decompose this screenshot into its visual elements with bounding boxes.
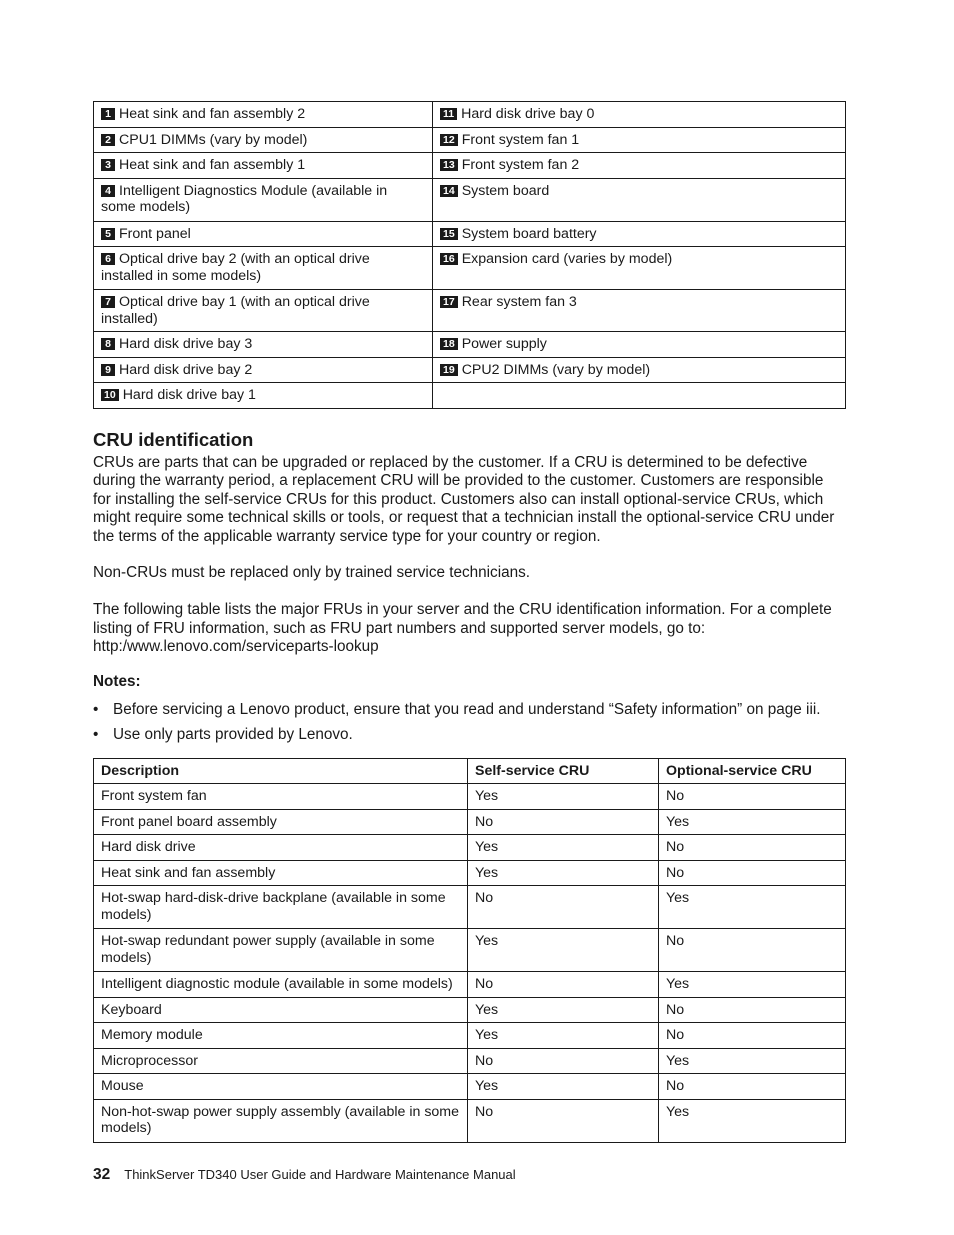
callout-label: System board (461, 182, 550, 199)
callout-number-badge: 9 (101, 364, 115, 376)
cru-row (94, 972, 846, 998)
callout-label: Heat sink and fan assembly 2 (119, 106, 306, 122)
callout-number-badge: 3 (101, 159, 115, 171)
cru-self-service: Yes (468, 1074, 659, 1100)
bullet-icon: • (93, 700, 99, 718)
callout-cell (433, 221, 846, 247)
cru-self-service: No (468, 1048, 659, 1074)
callout-label: Optical drive bay 2 (with an optical drive installed in some models) (101, 251, 370, 284)
cru-row (94, 1074, 846, 1100)
callout-label: CPU1 DIMMs (vary by model) (119, 131, 308, 148)
callout-number-badge: 13 (440, 159, 458, 171)
callout-row (94, 221, 846, 247)
cru-description: Hard disk drive (94, 835, 468, 861)
callout-row (94, 102, 846, 128)
cru-row (94, 835, 846, 861)
callout-row (94, 383, 846, 409)
cru-row (94, 929, 846, 972)
callout-label: Intelligent Diagnostics Module (available in some models) (101, 182, 388, 215)
notes-list (93, 701, 845, 744)
callout-cell (433, 332, 846, 358)
cru-optional-service: No (659, 860, 846, 886)
callout-cell (94, 332, 433, 358)
cru-description: Front system fan (94, 784, 468, 810)
callout-cell (433, 127, 846, 153)
callout-cell (94, 290, 433, 332)
cru-row (94, 784, 846, 810)
callout-label: System board battery (461, 225, 597, 242)
cru-self-service: Yes (468, 860, 659, 886)
callout-row (94, 178, 846, 221)
callout-label: Hard disk drive bay 3 (119, 336, 253, 352)
callout-row (94, 127, 846, 153)
callout-label: Hard disk drive bay 1 (122, 387, 256, 403)
cru-table (93, 758, 846, 1143)
cru-optional-service: Yes (659, 972, 846, 998)
cru-optional-service: No (659, 1023, 846, 1049)
callout-number-badge: 6 (101, 253, 115, 265)
callout-number-badge: 18 (440, 338, 458, 350)
cru-description: Intelligent diagnostic module (available in some models) (94, 972, 468, 998)
callout-cell (433, 178, 846, 221)
callout-label: Front system fan 2 (461, 157, 580, 173)
callout-number-badge: 4 (101, 185, 115, 197)
callout-cell (94, 127, 433, 153)
callout-cell (94, 178, 433, 221)
cru-self-service: No (468, 972, 659, 998)
callout-cell (94, 102, 433, 128)
cru-description: Mouse (94, 1074, 468, 1100)
callout-number-badge: 10 (101, 389, 119, 401)
notes-title: Notes: (93, 672, 141, 690)
callout-cell (433, 357, 846, 383)
cru-description: Heat sink and fan assembly (94, 860, 468, 886)
cru-row (94, 1048, 846, 1074)
callout-cell (433, 247, 846, 290)
callout-label: Front panel (119, 225, 191, 242)
callout-number-badge: 19 (440, 364, 458, 376)
cru-optional-service: No (659, 929, 846, 972)
fru-paragraph-text: The following table lists the major FRUs in your server and the CRU identification information. For a complete listing of FRU information, such as FRU part numbers and supported server models, go to: (93, 601, 832, 637)
cru-self-service: Yes (468, 784, 659, 810)
cru-row (94, 1099, 846, 1142)
cru-optional-service: No (659, 835, 846, 861)
cru-description: Hot-swap hard-disk-drive backplane (available in some models) (94, 886, 468, 929)
cru-optional-service: No (659, 997, 846, 1023)
callout-number-badge: 17 (440, 296, 458, 308)
cru-row (94, 997, 846, 1023)
callout-number-badge: 8 (101, 338, 115, 350)
section-heading: CRU identification (93, 428, 254, 450)
callout-cell (94, 221, 433, 247)
cru-description: Memory module (94, 1023, 468, 1049)
page-footer (93, 1166, 516, 1184)
cru-self-service: Yes (468, 1023, 659, 1049)
callout-row (94, 357, 846, 383)
callout-label: Front system fan 1 (461, 131, 580, 148)
page-content (93, 101, 845, 1143)
cru-row (94, 886, 846, 929)
callout-row (94, 332, 846, 358)
callout-label: CPU2 DIMMs (vary by model) (461, 361, 651, 378)
cru-optional-service: Yes (659, 1048, 846, 1074)
header-description: Description (94, 758, 468, 784)
callout-row (94, 247, 846, 290)
callout-cell (433, 383, 846, 409)
callout-label: Hard disk drive bay 2 (119, 361, 253, 378)
cru-self-service: Yes (468, 929, 659, 972)
non-cru-paragraph: Non-CRUs must be replaced only by trained service technicians. (93, 564, 531, 582)
intro-paragraph: CRUs are parts that can be upgraded or replaced by the customer. If a CRU is determined to be defective during the warranty period, a replacement CRU will be provided to the customer. Customers are responsible for installing the self-service CRUs for this product. Customers also can install optional-service CRUs, which might require some technical skills or tools, or request that a technician install the optional-service CRU under the terms of the applicable warranty service type for your country or region. (93, 453, 835, 545)
cru-self-service: No (468, 886, 659, 929)
cru-optional-service: No (659, 784, 846, 810)
header-optional-service: Optional-service CRU (659, 758, 846, 784)
serviceparts-link[interactable]: http:/www.lenovo.com/serviceparts-lookup (93, 638, 379, 656)
cru-optional-service: No (659, 1074, 846, 1100)
header-self-service: Self-service CRU (468, 758, 659, 784)
cru-description: Non-hot-swap power supply assembly (available in some models) (94, 1099, 468, 1142)
callout-number-badge: 12 (440, 134, 458, 146)
cru-description: Microprocessor (94, 1048, 468, 1074)
cru-self-service: No (468, 809, 659, 835)
callout-number-badge: 16 (440, 253, 458, 265)
callout-number-badge: 7 (101, 296, 115, 308)
note-item (93, 701, 845, 719)
cru-self-service: Yes (468, 835, 659, 861)
footer-title: ThinkServer TD340 User Guide and Hardware Maintenance Manual (124, 1167, 516, 1182)
cru-row (94, 1023, 846, 1049)
fru-paragraph (93, 601, 845, 657)
callout-label: Hard disk drive bay 0 (461, 106, 595, 122)
callout-label: Expansion card (varies by model) (461, 251, 673, 267)
callout-number-badge: 5 (101, 228, 115, 240)
cru-self-service: No (468, 1099, 659, 1142)
cru-row (94, 860, 846, 886)
cru-optional-service: Yes (659, 886, 846, 929)
callout-row (94, 290, 846, 332)
callout-number-badge: 15 (440, 228, 458, 240)
cru-description: Front panel board assembly (94, 809, 468, 835)
callout-label: Optical drive bay 1 (with an optical drive installed) (101, 294, 370, 327)
callout-number-badge: 2 (101, 134, 115, 146)
callout-number-badge: 11 (440, 108, 457, 120)
callout-cell (94, 247, 433, 290)
cru-description: Hot-swap redundant power supply (available in some models) (94, 929, 468, 972)
cru-description: Keyboard (94, 997, 468, 1023)
cru-self-service: Yes (468, 997, 659, 1023)
callout-number-badge: 14 (440, 185, 458, 197)
callout-label: Rear system fan 3 (461, 294, 577, 310)
bullet-icon: • (93, 725, 99, 743)
note-text: Before servicing a Lenovo product, ensure that you read and understand “Safety information” on page iii. (113, 700, 821, 718)
callout-label: Power supply (461, 336, 547, 352)
cru-optional-service: Yes (659, 1099, 846, 1142)
callout-cell (94, 357, 433, 383)
cru-optional-service: Yes (659, 809, 846, 835)
callout-cell (94, 383, 433, 409)
callout-cell (94, 153, 433, 179)
callout-label: Heat sink and fan assembly 1 (119, 157, 306, 173)
cru-header-row (94, 758, 846, 784)
page-number: 32 (93, 1166, 111, 1183)
callout-cell (433, 153, 846, 179)
callout-number-badge: 1 (101, 108, 115, 120)
cru-row (94, 809, 846, 835)
callout-table (93, 101, 846, 409)
callout-cell (433, 102, 846, 128)
note-text: Use only parts provided by Lenovo. (113, 725, 353, 743)
note-item (93, 726, 845, 744)
callout-cell (433, 290, 846, 332)
callout-row (94, 153, 846, 179)
